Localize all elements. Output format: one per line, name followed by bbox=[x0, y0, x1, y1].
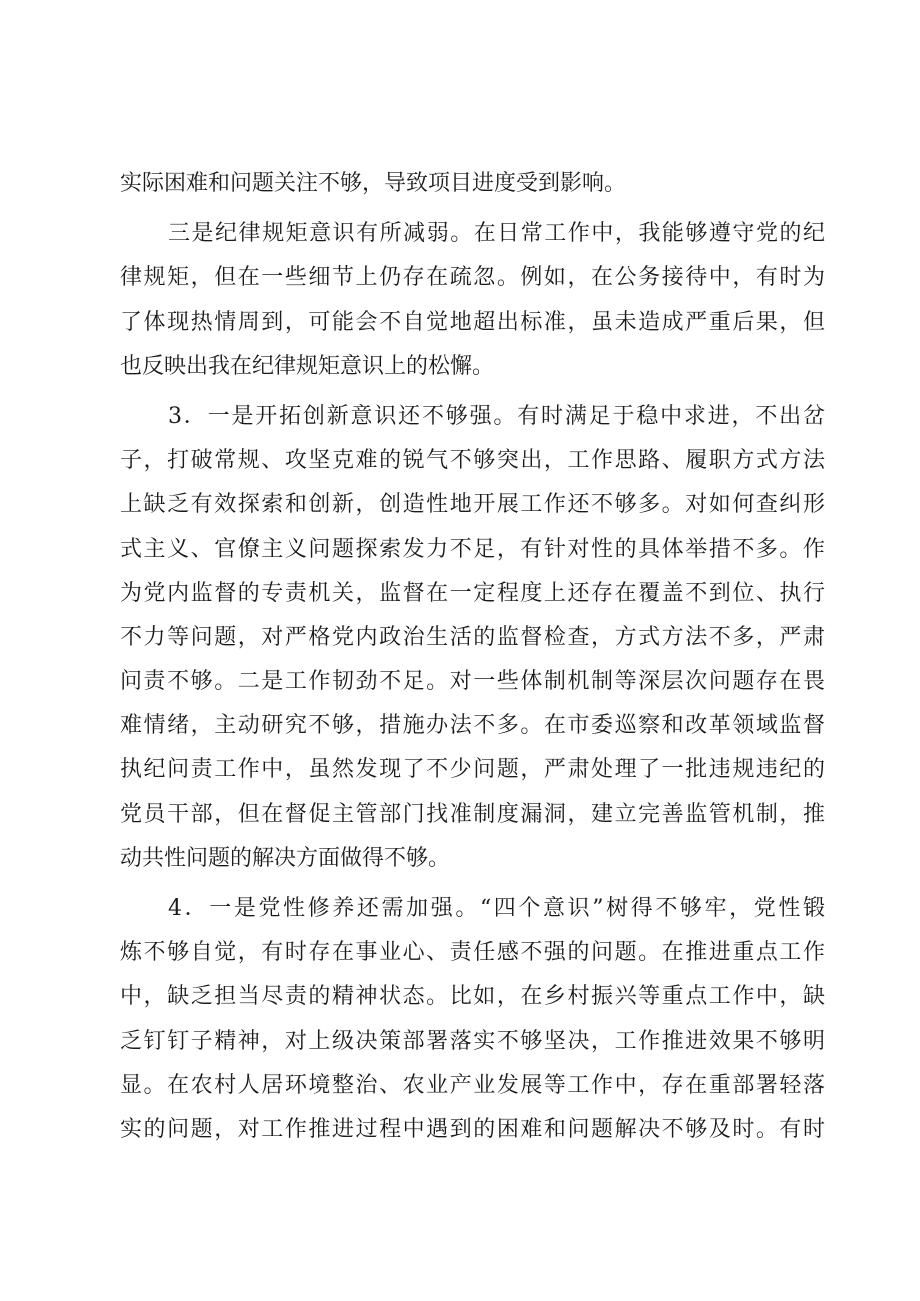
body-line: 党员干部，但在督促主管部门找准制度漏洞，建立完善监管机制，推 bbox=[120, 801, 825, 827]
body-line: 显。在农村人居环境整治、农业产业发展等工作中，存在重部署轻落 bbox=[120, 1072, 825, 1098]
body-line: 也反映出我在纪律规矩意识上的松懈。 bbox=[120, 353, 495, 379]
body-line: 式主义、官僚主义问题探索发力不足，有针对性的具体举措不多。作 bbox=[120, 536, 825, 562]
body-line: 不力等问题，对严格党内政治生活的监督检查，方式方法不多，严肃 bbox=[120, 624, 825, 650]
body-line: 实际困难和问题关注不够，导致项目进度受到影响。 bbox=[120, 171, 627, 196]
body-line: 了体现热情周到，可能会不自觉地超出标准，虽未造成严重后果，但 bbox=[120, 309, 825, 335]
document-body bbox=[120, 162, 825, 1152]
body-line: 炼不够自觉，有时存在事业心、责任感不强的问题。在推进重点工作 bbox=[120, 940, 825, 966]
body-line: 乏钉钉子精神，对上级决策部署落实不够坚决，工作推进效果不够明 bbox=[120, 1028, 825, 1054]
body-line: 难情绪，主动研究不够，措施办法不多。在市委巡察和改革领域监督 bbox=[120, 713, 825, 739]
body-line: 问责不够。二是工作韧劲不足。对一些体制机制等深层次问题存在畏 bbox=[120, 669, 825, 695]
body-line: 三是纪律规矩意识有所减弱。在日常工作中，我能够遵守党的纪 bbox=[168, 221, 825, 247]
body-line: 3．一是开拓创新意识还不够强。有时满足于稳中求进，不出岔 bbox=[168, 403, 825, 429]
body-line: 实的问题，对工作推进过程中遇到的困难和问题解决不够及时。有时 bbox=[120, 1116, 825, 1142]
body-line: 4．一是党性修养还需加强。“四个意识”树得不够牢，党性锻 bbox=[168, 896, 825, 921]
body-line: 执纪问责工作中，虽然发现了不少问题，严肃处理了一批违规违纪的 bbox=[120, 757, 825, 783]
body-line: 中，缺乏担当尽责的精神状态。比如，在乡村振兴等重点工作中，缺 bbox=[120, 984, 825, 1010]
body-line: 为党内监督的专责机关，监督在一定程度上还存在覆盖不到位、执行 bbox=[120, 580, 825, 606]
body-line: 律规矩，但在一些细节上仍存在疏忽。例如，在公务接待中，有时为 bbox=[120, 265, 825, 291]
body-line: 子，打破常规、攻坚克难的锐气不够突出，工作思路、履职方式方法 bbox=[120, 448, 825, 474]
body-line: 动共性问题的解决方面做得不够。 bbox=[120, 845, 451, 871]
body-line: 上缺乏有效探索和创新，创造性地开展工作还不够多。对如何查纠形 bbox=[120, 492, 825, 518]
